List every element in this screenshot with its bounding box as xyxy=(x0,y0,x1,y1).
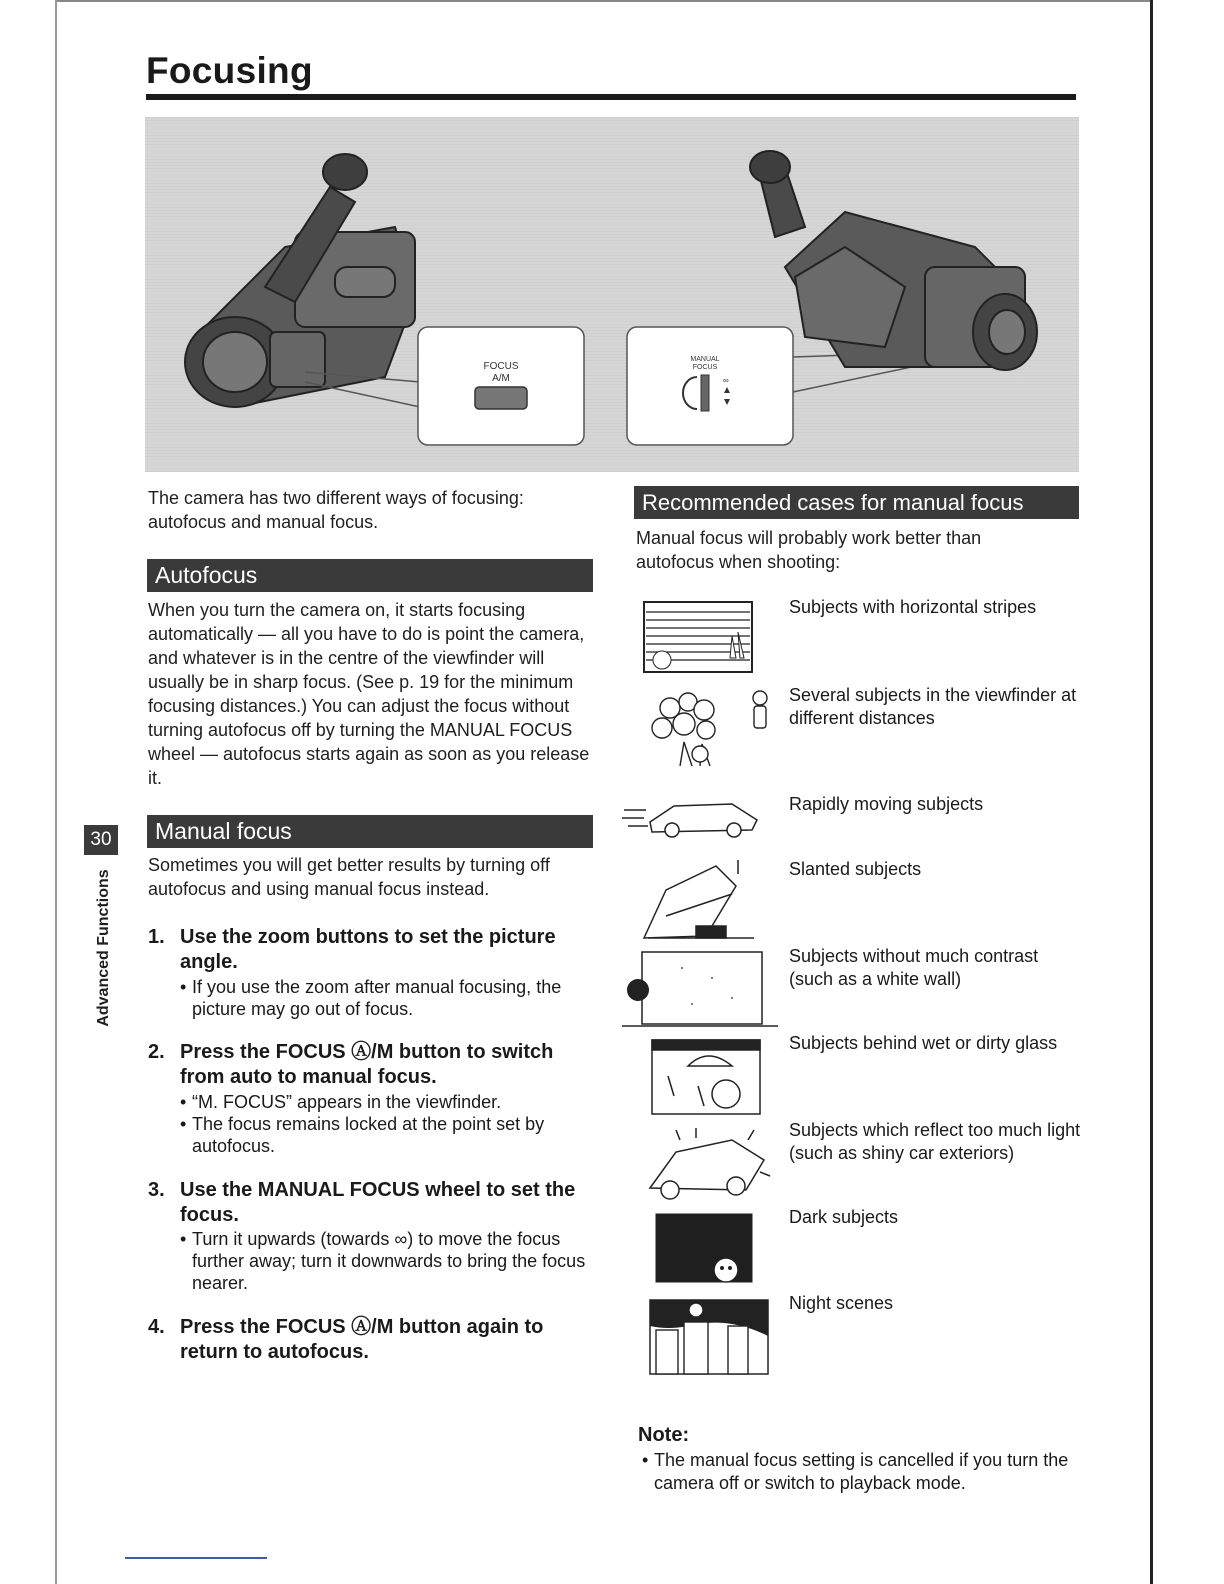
svg-text:∞: ∞ xyxy=(723,376,729,385)
dark-icon xyxy=(654,1212,764,1286)
focus-label-line2: A/M xyxy=(492,373,510,384)
case-label-moving: Rapidly moving subjects xyxy=(789,794,984,814)
ship-icon xyxy=(636,856,760,944)
focus-label-line1: FOCUS xyxy=(483,361,519,372)
section-side-label: Advanced Functions xyxy=(95,869,112,1027)
frame-left-rule xyxy=(55,0,57,1584)
step-1-title: Use the zoom buttons to set the picture angle. xyxy=(180,926,556,973)
step-4-number: 4. xyxy=(148,1316,165,1338)
case-label-contrast: Subjects without much contrast (such as a white wall) xyxy=(789,946,1039,989)
stripes-icon xyxy=(640,598,760,680)
recommended-intro: Manual focus will probably work better than autofocus when shooting: xyxy=(636,528,982,572)
car-icon xyxy=(622,784,772,844)
frame-top-rule xyxy=(56,0,1152,2)
step-4-title: Press the FOCUS Ⓐ/M button again to return to autofocus. xyxy=(180,1316,544,1363)
manual-focus-label-line2: FOCUS xyxy=(692,364,718,371)
frame-right-rule xyxy=(1150,0,1153,1584)
flowers-icon xyxy=(640,686,770,768)
step-3-number: 3. xyxy=(148,1179,165,1201)
case-label-distances: Several subjects in the viewfinder at different distances xyxy=(789,685,1077,728)
autofocus-heading: Autofocus xyxy=(147,559,593,592)
bottom-rule xyxy=(125,1557,267,1559)
manual-focus-heading: Manual focus xyxy=(147,815,593,848)
page-number-tab: 30 xyxy=(84,825,118,855)
step-3-bullet-1: • Turn it upwards (towards ∞) to move the focus further away; turn it downwards to bring the focus nearer. xyxy=(180,1229,586,1293)
note-bullet-1: • The manual focus setting is cancelled if you turn the camera off or switch to playback mode. xyxy=(642,1450,1069,1493)
step-3-title: Use the MANUAL FOCUS wheel to set the focus. xyxy=(180,1179,576,1226)
wall-icon xyxy=(622,948,782,1030)
title-rule xyxy=(146,94,1076,100)
case-label-reflect: Subjects which reflect too much light (such as shiny car exteriors) xyxy=(789,1120,1081,1163)
window-icon xyxy=(648,1036,766,1118)
case-label-glass: Subjects behind wet or dirty glass xyxy=(789,1033,1058,1053)
left-camcorder-drawing xyxy=(185,154,415,407)
shiny-car-icon xyxy=(636,1126,776,1206)
night-icon xyxy=(648,1296,772,1378)
manual-focus-label-line1: MANUAL xyxy=(690,356,720,363)
step-1-bullet-1: • If you use the zoom after manual focusing, the picture may go out of focus. xyxy=(180,977,562,1019)
note-title: Note: xyxy=(638,1424,690,1446)
step-1-number: 1. xyxy=(148,926,165,948)
manual-focus-intro: Sometimes you will get better results by turning off autofocus and using manual focus instead. xyxy=(148,855,550,899)
step-2-number: 2. xyxy=(148,1041,165,1063)
step-2-bullet-2: • The focus remains locked at the point set by autofocus. xyxy=(180,1114,545,1156)
step-2-title: Press the FOCUS Ⓐ/M button to switch from auto to manual focus. xyxy=(180,1041,554,1088)
case-label-dark: Dark subjects xyxy=(789,1207,899,1227)
recommended-heading: Recommended cases for manual focus xyxy=(634,486,1079,519)
case-label-night: Night scenes xyxy=(789,1293,894,1313)
case-label-stripes: Subjects with horizontal stripes xyxy=(789,597,1037,617)
step-2-bullet-1: • “M. FOCUS” appears in the viewfinder. xyxy=(180,1092,502,1112)
page-title: Focusing xyxy=(146,50,313,91)
autofocus-body: When you turn the camera on, it starts focusing automatically — all you have to do is point the camera, and whatever is in the centre of the viewfinder will usually be in sharp focus. (See p. 19 for the minimum focusing distances.) You can adjust the focus without turning autofocus off by turning the MANUAL FOCUS wheel — autofocus starts again as soon as you release it. xyxy=(148,600,590,788)
intro-text: The camera has two different ways of focusing: autofocus and manual focus. xyxy=(148,488,524,532)
camcorder-illustration xyxy=(145,117,1079,472)
case-label-slanted: Slanted subjects xyxy=(789,859,922,879)
